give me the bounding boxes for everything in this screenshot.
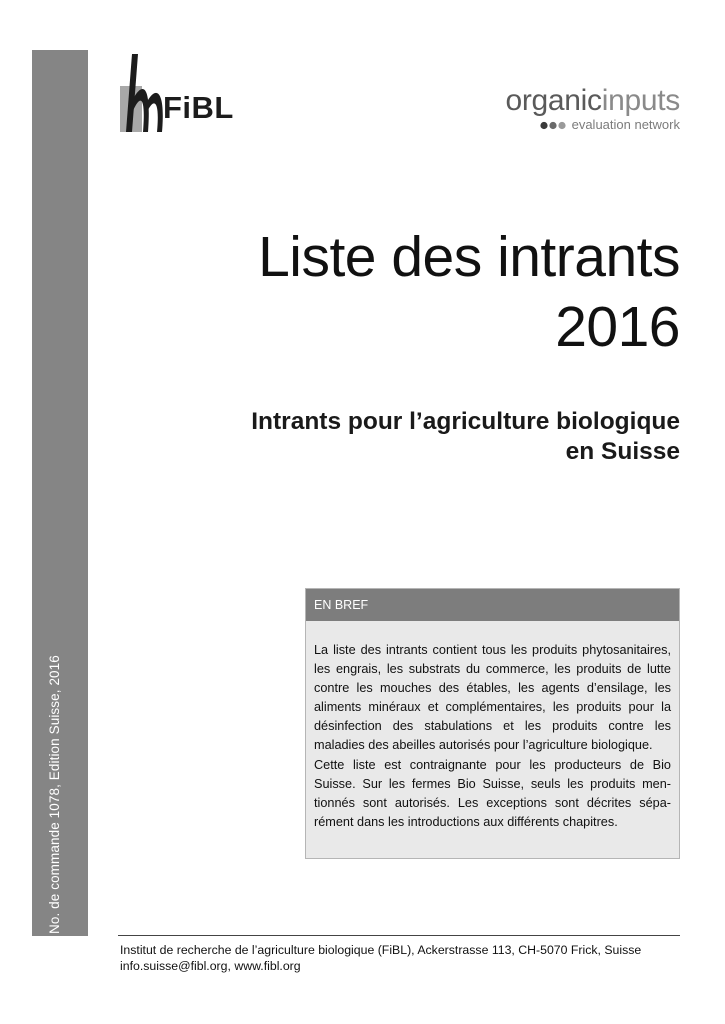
organicinputs-part2: inputs [601,84,680,117]
summary-body [306,621,679,832]
fibl-wordmark: FiBL [163,90,234,125]
subtitle-line-1: Intrants pour l’agriculture biologique [251,408,680,435]
order-number-vertical-text: No. de commande 1078, Edition Suisse, 2016 [47,655,62,934]
footer-contact: info.suisse@fibl.org, www.fibl.org [120,959,301,973]
footer-address: Institut de recherche de l’agriculture biologique (FiBL), Ackerstrasse 113, CH-5070 Frick, Suisse [120,943,642,957]
organicinputs-tagline: evaluation network [571,117,680,132]
organicinputs-tagline-row [505,118,680,132]
page-subtitle [251,407,680,467]
dots-icon [540,121,568,130]
summary-paragraph-2: Cette liste est contraignante pour les producteurs de Bio Suisse. Sur les fermes Bio Suisse, seuls les produits mentionnés sont autorisés. Les exceptions sont décrites séparément dans les introductions aux différents chapitres. [314,757,671,829]
footer-divider [118,935,680,936]
summary-heading: EN BREF [306,589,679,621]
organicinputs-part1: organic [505,84,602,117]
footer [120,942,641,974]
title-year: 2016 [555,295,680,359]
fibl-logo [118,52,248,134]
page-title [258,222,680,362]
organicinputs-logo [505,84,680,132]
title-line-1: Liste des intrants [258,225,680,289]
organicinputs-wordmark [505,84,680,118]
fibl-mark-icon [118,52,166,134]
summary-paragraph-1: La liste des intrants contient tous les produits phytosanitaires, les engrais, les substrats du commerce, les produits de lutte contre les mouches des étables, les agents d’ensilage, les aliments minéraux et complémentaires, les produits pour la désinfection des stabulations et les produits contre les maladies des abeilles autorisés pour l’agriculture biologique. [314,643,671,753]
summary-box [305,588,680,859]
subtitle-line-2: en Suisse [565,438,680,465]
